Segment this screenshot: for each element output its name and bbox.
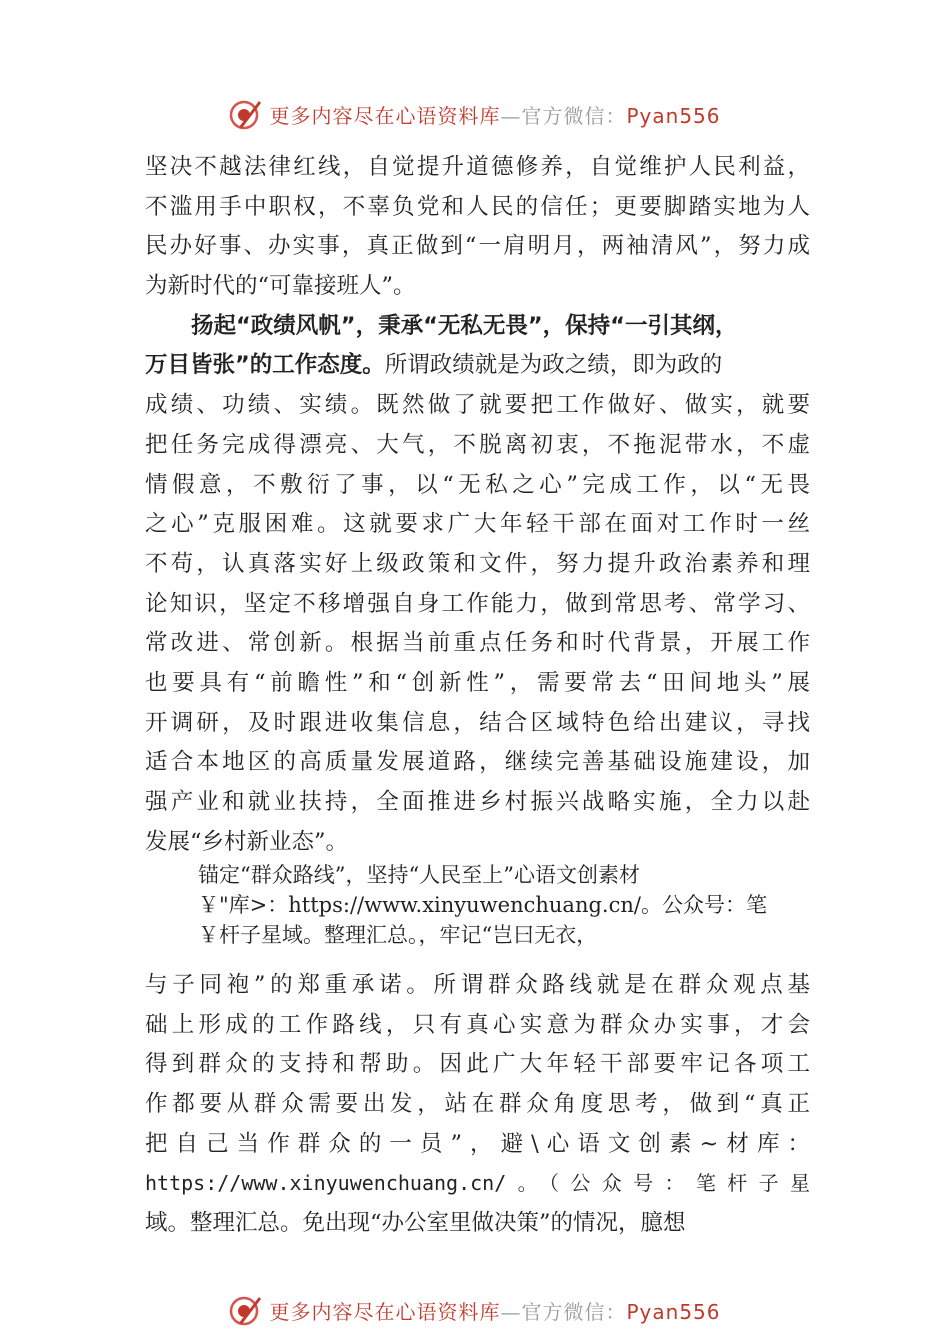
banner-text (269, 100, 720, 129)
banner-account: Pyan556 (626, 1299, 721, 1324)
text-line: 成绩、功绩、实绩。既然做了就要把工作做好、做实，就要 (145, 392, 810, 419)
text-line: 也要具有“前瞻性”和“创新性”，需要常去“田间地头”展 (145, 669, 810, 696)
header-banner (0, 92, 950, 136)
text-line: 发展“乡村新业态”。 (145, 828, 349, 855)
text-line: 常改进、常创新。根据当前重点任务和时代背景，开展工作 (145, 630, 810, 657)
text-line: 不滥用手中职权，不辜负党和人民的信任；更要脚踏实地为人 (145, 193, 810, 220)
footer-banner (0, 1288, 950, 1332)
banner-sep: — (500, 103, 522, 128)
text-line: 把自己当作群众的一员”，避\心语文创素~材库： (145, 1130, 810, 1157)
text-line: 适合本地区的高质量发展道路，继续完善基础设施建设，加 (145, 749, 810, 776)
text-line: ￥杆子星域。整理汇总。，牢记“岂曰无衣， (198, 923, 598, 947)
banner-wx-label: 官方微信： (521, 103, 627, 128)
text-line: ￥"库>：https://www.xinyuwenchuang.cn/。公众号：笔 (198, 893, 767, 917)
text-line: 情假意，不敷衍了事，以“无私之心”完成工作，以“无畏 (145, 471, 810, 498)
text-line: 域。整理汇总。免出现“办公室里做决策”的情况，臆想 (145, 1210, 686, 1237)
text-line: 得到群众的支持和帮助。因此广大年轻干部要牢记各项工 (145, 1051, 810, 1078)
text-line: 开调研，及时跟进收集信息，结合区域特色给出建议，寻找 (145, 709, 810, 736)
text-line: 坚决不越法律红线，自觉提升道德修养，自觉维护人民利益， (145, 154, 810, 180)
text-line: 把任务完成得漂亮、大气，不脱离初衷，不拖泥带水，不虚 (145, 431, 810, 458)
text-line: 为新时代的“可靠接班人”。 (145, 273, 416, 300)
text-span: 所谓政绩就是为政之绩，即为政的 (384, 352, 723, 379)
text-line: 与子同袍”的郑重承诺。所谓群众路线就是在群众观点基 (145, 972, 810, 998)
text-line: 不苟，认真落实好上级政策和文件，努力提升政治素养和理 (145, 550, 810, 577)
text-line: 论知识，坚定不移增强自身工作能力，做到常思考、常学习、 (145, 590, 810, 617)
text-line: 之心”克服困难。这就要求广大年轻干部在面对工作时一丝 (145, 511, 810, 538)
document-body-continued (145, 966, 810, 1244)
banner-sep: — (500, 1299, 522, 1324)
text-line: 民办好事、办实事，真正做到“一肩明月，两袖清风”，努力成 (145, 233, 810, 260)
quill-logo-icon (229, 1293, 263, 1327)
text-line (145, 346, 810, 386)
text-line: 作都要从群众需要出发，站在群众角度思考，做到“真正 (145, 1091, 810, 1118)
banner-wx-label: 官方微信： (521, 1299, 627, 1324)
bold-heading-line: 扬起“政绩风帆”，秉承“无私无畏”，保持“一引其纲， (191, 312, 738, 339)
banner-text (269, 1296, 720, 1325)
text-line: 锚定“群众路线”，坚持“人民至上”心语文创素材 (198, 863, 640, 887)
banner-main: 更多内容尽在心语资料库 (269, 1299, 501, 1324)
text-line: 础上形成的工作路线，只有真心实意为群众办实事，才会 (145, 1011, 810, 1038)
quill-logo-icon (229, 97, 263, 131)
text-line: 强产业和就业扶持，全面推进乡村振兴战略实施，全力以赴 (145, 789, 810, 815)
document-body (145, 148, 810, 862)
banner-main: 更多内容尽在心语资料库 (269, 103, 501, 128)
bold-heading-tail: 万目皆张”的工作态度。 (145, 352, 385, 379)
banner-account: Pyan556 (626, 103, 721, 128)
inserted-watermark-block (198, 860, 848, 950)
text-line: https://www.xinyuwenchuang.cn/。（公众号：笔杆子星 (145, 1171, 810, 1196)
